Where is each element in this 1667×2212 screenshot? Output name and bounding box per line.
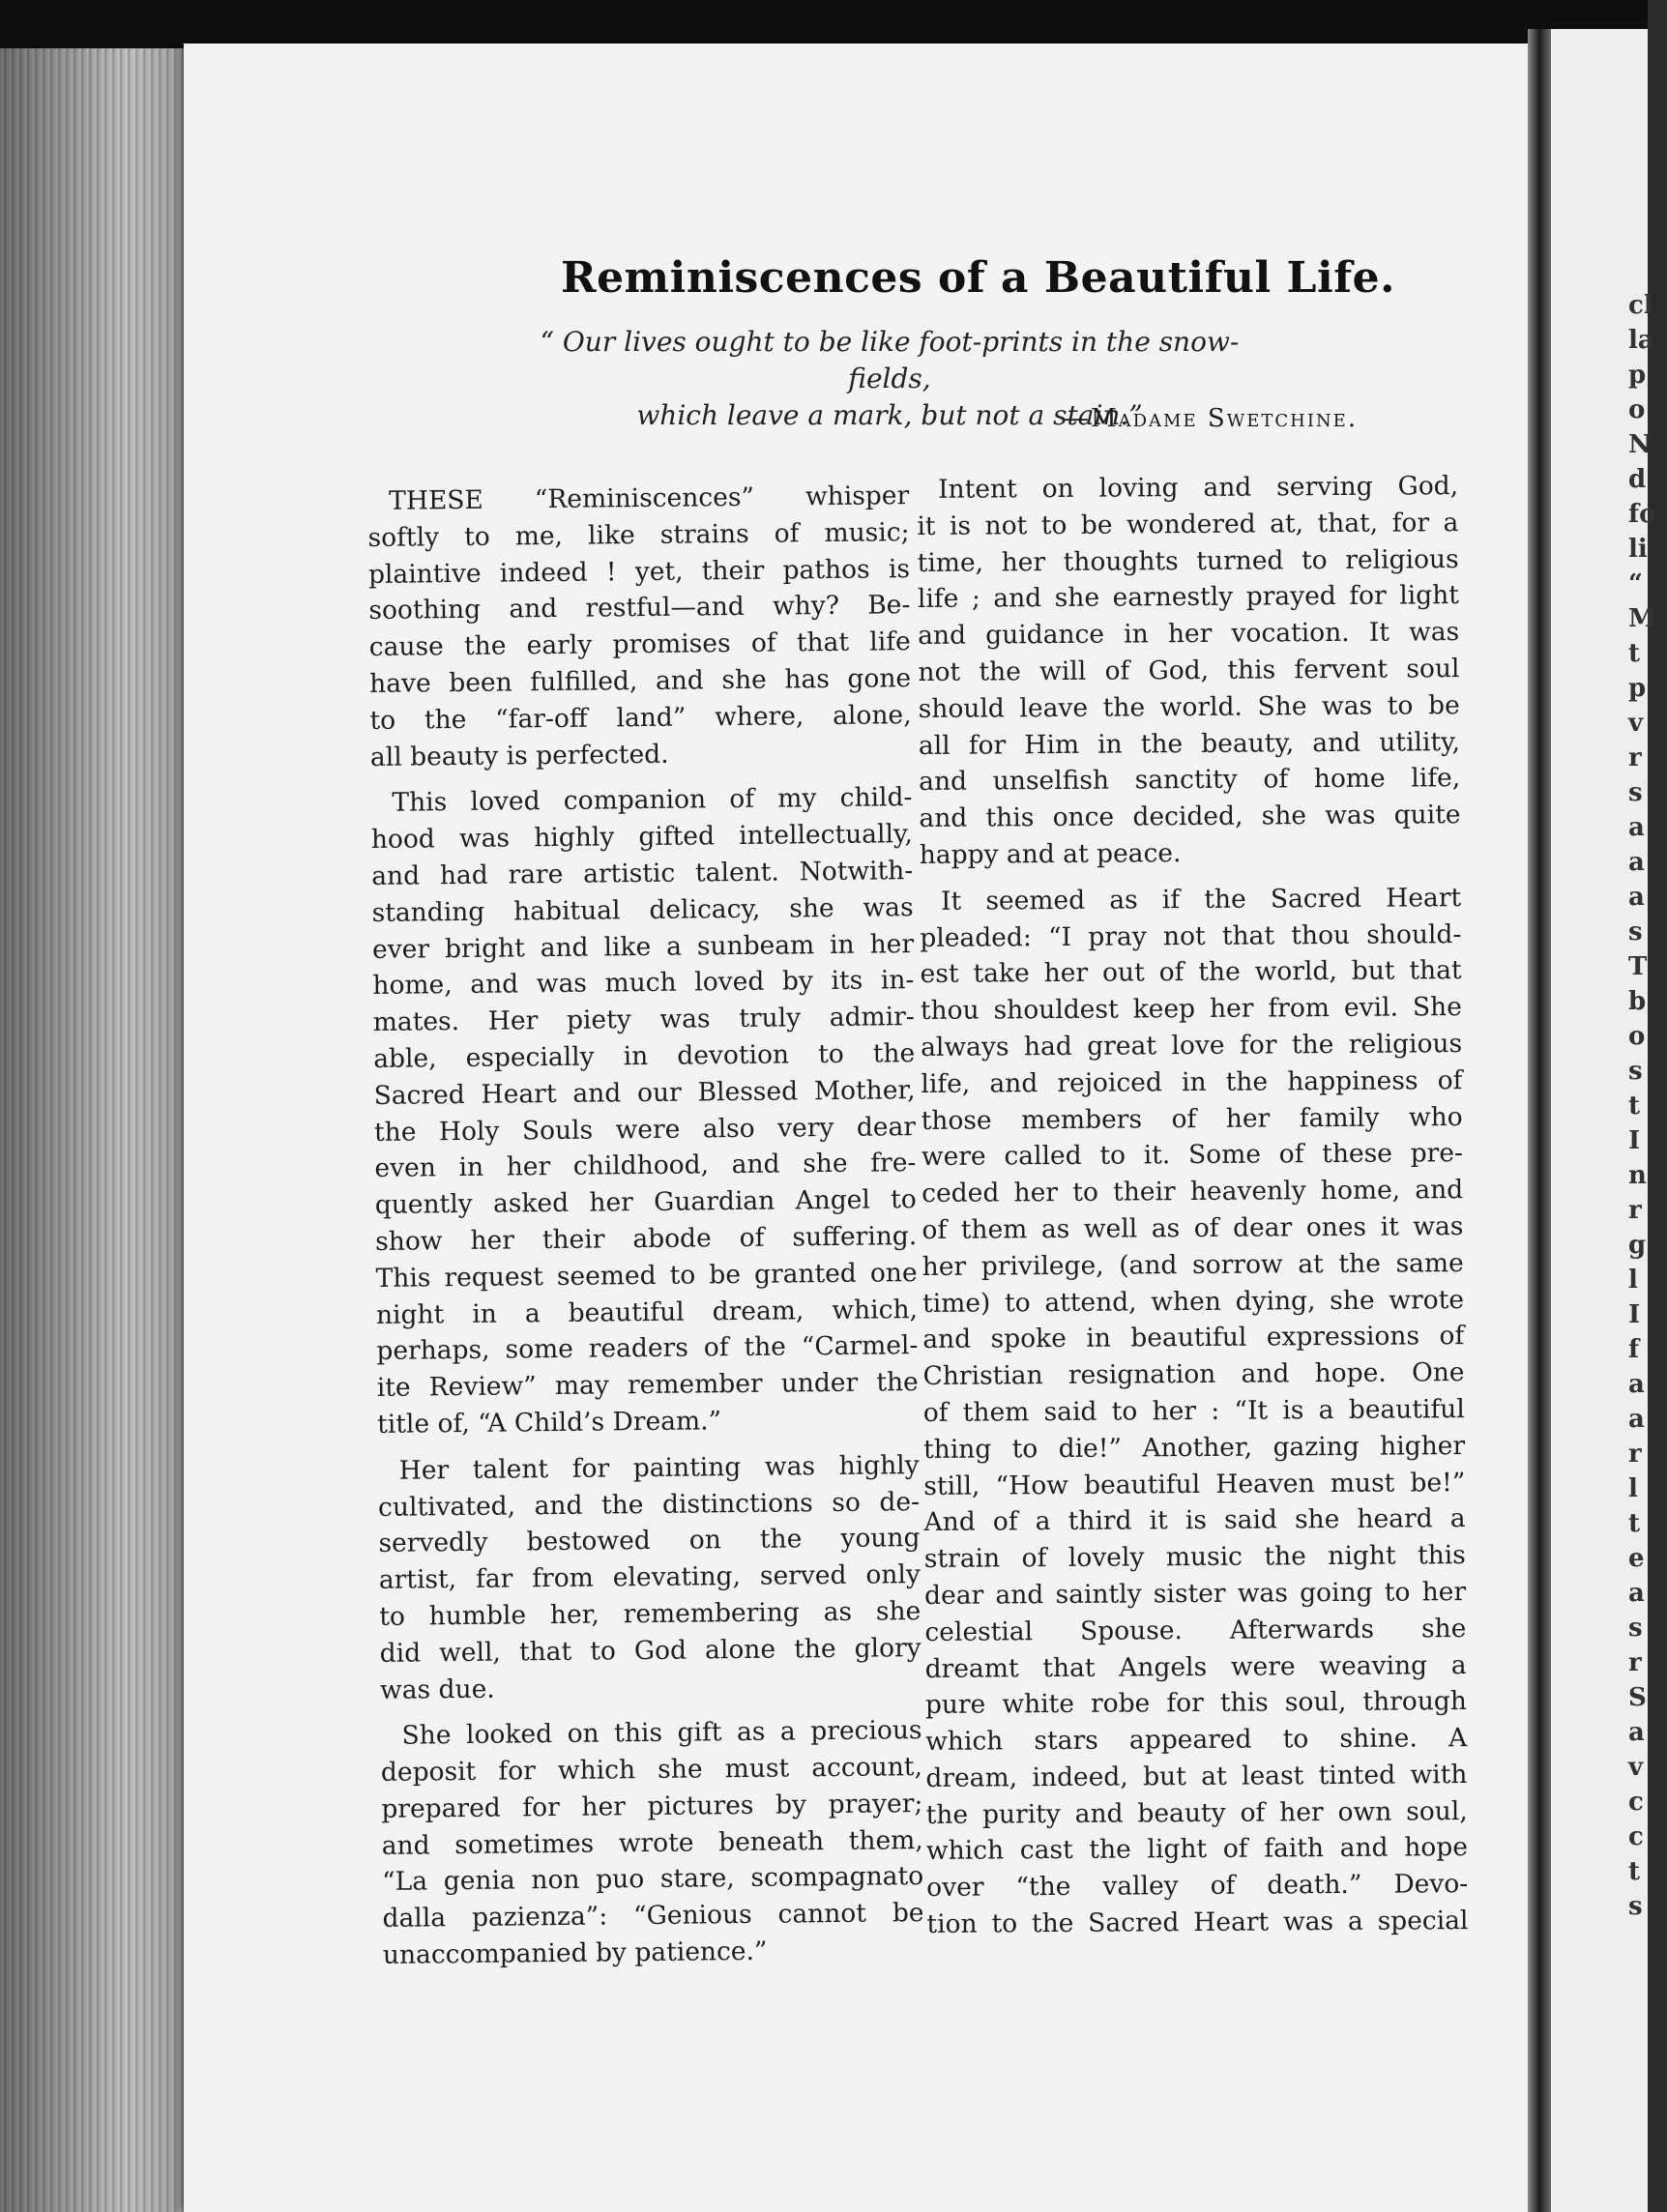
next-page-fragment: n <box>1628 1161 1647 1190</box>
epigraph-line-1: “ Our lives ought to be like foot-prints in the snow-fields, <box>540 326 1240 394</box>
text-line: pure white robe for this soul, through <box>924 1686 1468 1721</box>
text-line: it is not to be wondered at, that, for a <box>917 507 1459 541</box>
next-page-fragment: c <box>1628 1788 1644 1817</box>
next-page-fragment: e <box>1628 1544 1645 1573</box>
text-line: over “the valley of death.” Devo- <box>926 1869 1469 1904</box>
next-page-fragment: f <box>1628 1335 1640 1364</box>
next-page-fragment: la <box>1628 326 1654 355</box>
next-page-fragment: li <box>1628 535 1648 564</box>
next-page-fragment: b <box>1628 987 1647 1016</box>
next-page-fragment: l <box>1628 1266 1638 1295</box>
text-line: THESE “Reminiscences” whisper <box>389 480 910 516</box>
text-line: quently asked her Guardian Angel to <box>374 1184 917 1221</box>
text-line: cultivated, and the distinctions so de- <box>377 1486 921 1523</box>
text-line: pleaded: “I pray not that thou should- <box>920 918 1462 953</box>
text-line: plaintive indeed ! yet, their pathos is <box>367 553 911 590</box>
next-page-fragment: t <box>1628 1857 1641 1886</box>
text-line: celestial Spouse. Afterwards she <box>924 1613 1467 1647</box>
text-line: the Holy Souls were also very dear <box>373 1111 917 1148</box>
text-line: should leave the world. She was to be <box>918 689 1460 724</box>
text-line: able, especially in devotion to the <box>373 1038 916 1074</box>
next-page-fragment: N <box>1628 430 1652 459</box>
next-page-fragment: I <box>1628 1126 1641 1155</box>
next-page-fragment: v <box>1628 709 1644 738</box>
text-line: still, “How beautiful Heaven must be!” <box>923 1467 1466 1501</box>
next-page-fragment: s <box>1628 1614 1643 1643</box>
article-title: Reminiscences of a Beautiful Life. <box>561 253 1395 303</box>
text-line: ite Review” may remember under the <box>376 1367 919 1404</box>
text-line: life ; and she earnestly prayed for light <box>917 580 1460 615</box>
next-page-fragment: o <box>1628 1022 1646 1051</box>
text-line: the purity and beauty of her own soul, <box>925 1795 1468 1830</box>
text-line: Her talent for painting was highly <box>398 1449 920 1486</box>
text-line: prepared for her pictures by prayer; <box>381 1788 923 1824</box>
epigraph-attribution: —Madame Swetchine. <box>1064 404 1359 433</box>
text-line: all for Him in the beauty, and utility, <box>918 726 1461 761</box>
text-line: of them said to her : “It is a beautiful <box>922 1393 1465 1428</box>
next-page-fragment: t <box>1628 639 1641 668</box>
text-line: and had rare artistic talent. Notwith- <box>371 856 914 891</box>
epigraph-line-2: which leave a mark, but not a stain.” <box>636 399 1143 431</box>
next-page-fragment: r <box>1628 743 1642 772</box>
next-page-fragment: t <box>1628 1509 1641 1538</box>
next-page-edge <box>1551 29 1656 2212</box>
next-page-fragment: a <box>1628 813 1645 842</box>
next-page-fragment: cl <box>1628 291 1653 320</box>
next-page-fragment: a <box>1628 1718 1645 1747</box>
right-column <box>917 468 1469 1943</box>
text-line: were called to it. Some of these pre- <box>921 1138 1464 1173</box>
next-page-fragment: a <box>1628 1370 1645 1399</box>
next-page-fragment: a <box>1628 883 1645 912</box>
text-line: Christian resignation and hope. One <box>922 1357 1465 1392</box>
text-line: and guidance in her vocation. It was <box>918 617 1460 652</box>
text-line: and this once decided, she was quite <box>919 800 1461 834</box>
text-line: title of, “A Child’s Dream.” <box>377 1406 722 1440</box>
next-page-fragment: s <box>1628 1057 1643 1086</box>
next-page-fragment: c <box>1628 1822 1644 1851</box>
text-line: happy and at peace. <box>919 838 1182 870</box>
text-line: tion to the Sacred Heart was a special <box>926 1906 1469 1940</box>
text-line: not the will of God, this fervent soul <box>918 654 1460 687</box>
text-line: life, and rejoiced in the happiness of <box>921 1064 1463 1099</box>
text-line: Intent on loving and serving God, <box>938 471 1459 505</box>
text-line: cause the early promises of that life <box>368 626 911 663</box>
text-line: have been fulfilled, and she has gone <box>369 663 912 699</box>
text-line: all beauty is perfected. <box>369 739 669 772</box>
text-line: ceded her to their heavenly home, and <box>921 1175 1464 1209</box>
text-line: which cast the light of faith and hope <box>925 1832 1469 1867</box>
text-line: time) to attend, when dying, she wrote <box>921 1284 1465 1319</box>
text-line: dream, indeed, but at least tinted with <box>925 1759 1468 1793</box>
next-page-fragment: v <box>1628 1753 1644 1782</box>
text-line: soothing and restful—and why? Be- <box>368 590 911 626</box>
next-page-fragments <box>1628 288 1667 1924</box>
next-page-fragment: o <box>1628 395 1646 424</box>
next-page-fragment: r <box>1628 1196 1642 1225</box>
text-line: hood was highly gifted intellectually, <box>370 819 913 856</box>
next-page-fragment: s <box>1628 1892 1643 1921</box>
next-page-fragment: s <box>1628 917 1643 946</box>
text-line: of them as well as of dear ones it was <box>921 1211 1464 1245</box>
text-line: unaccompanied by patience.” <box>382 1936 768 1970</box>
text-line: standing habitual delicacy, she was <box>371 891 914 928</box>
book-gutter <box>1528 29 1551 2212</box>
text-line: thou shouldest keep her from evil. She <box>920 992 1462 1027</box>
text-line: show her their abode of suffering. <box>375 1221 918 1257</box>
next-page-fragment: d <box>1628 465 1647 494</box>
text-line: always had great love for the religious <box>921 1029 1463 1062</box>
book-page-edges-shade <box>0 48 184 2212</box>
text-line: dalla pazienza”: “Genious cannot be <box>382 1898 924 1935</box>
text-line: And of a third it is said she heard a <box>923 1503 1466 1538</box>
next-page-fragment: T <box>1628 952 1648 981</box>
next-page-fragment: fo <box>1628 500 1656 529</box>
next-page-fragment: s <box>1628 778 1643 807</box>
text-line: perhaps, some readers of the “Carmel- <box>376 1330 919 1367</box>
next-page-fragment: S <box>1628 1683 1647 1712</box>
next-page-fragment: p <box>1628 674 1647 703</box>
next-page-fragment: r <box>1628 1648 1642 1677</box>
text-line: night in a beautiful dream, which, <box>375 1294 919 1330</box>
text-line: home, and was much loved by its in- <box>372 965 915 1002</box>
text-line: and sometimes wrote beneath them, <box>381 1824 923 1861</box>
left-column <box>367 478 924 1974</box>
text-line: “La genia non puo stare, scompagnato <box>381 1861 924 1898</box>
next-page-fragment: “ <box>1628 569 1643 598</box>
text-line: and spoke in beautiful expressions of <box>922 1321 1465 1355</box>
next-page-fragment: a <box>1628 848 1645 877</box>
text-line: was due. <box>379 1674 495 1705</box>
text-line: She looked on this gift as a precious <box>401 1715 922 1751</box>
text-line: thing to die!” Another, gazing higher <box>922 1430 1466 1465</box>
text-line: It seemed as if the Sacred Heart <box>940 882 1462 917</box>
text-line: servedly bestowed on the young <box>378 1523 921 1559</box>
text-line: even in her childhood, and she fre- <box>374 1148 917 1184</box>
text-line: dear and saintly sister was going to her <box>924 1576 1467 1611</box>
text-line: deposit for which she must account, <box>380 1752 923 1789</box>
text-line: artist, far from elevating, served only <box>378 1559 921 1596</box>
next-page-fragment: r <box>1628 1440 1642 1469</box>
text-line: to humble her, remembering as she <box>379 1595 921 1632</box>
text-line: This request seemed to be granted one <box>375 1257 918 1294</box>
next-page-fragment: l <box>1628 1474 1638 1503</box>
next-page-fragment: g <box>1628 1231 1647 1260</box>
text-line: strain of lovely music the night this <box>923 1540 1466 1575</box>
next-page-fragment: a <box>1628 1579 1645 1608</box>
text-line: which stars appeared to shine. A <box>925 1723 1468 1758</box>
text-line: time, her thoughts turned to religious <box>917 543 1459 578</box>
next-page-fragment: a <box>1628 1405 1645 1434</box>
next-page-fragment: t <box>1628 1091 1641 1121</box>
text-line: est take her out of the world, but that <box>920 955 1462 990</box>
text-line: dreamt that Angels were weaving a <box>924 1649 1467 1684</box>
text-line: mates. Her piety was truly admir- <box>372 1002 915 1038</box>
text-line: Sacred Heart and our Blessed Mother, <box>373 1074 916 1111</box>
next-page-fragment: M <box>1628 604 1656 633</box>
text-line: to the “far-off land” where, alone, <box>369 699 912 736</box>
text-line: did well, that to God alone the glory <box>379 1632 921 1669</box>
text-line: ever bright and like a sunbeam in her <box>371 928 915 965</box>
next-page-fragment: I <box>1628 1300 1641 1329</box>
next-page-fragment: p <box>1628 361 1647 390</box>
text-line: This loved companion of my child- <box>392 782 913 819</box>
text-line: and unselfish sanctity of home life, <box>919 763 1461 798</box>
text-line: those members of her family who <box>921 1101 1463 1136</box>
text-line: her privilege, (and sorrow at the same <box>921 1247 1464 1282</box>
text-line: softly to me, like strains of music; <box>367 516 910 553</box>
